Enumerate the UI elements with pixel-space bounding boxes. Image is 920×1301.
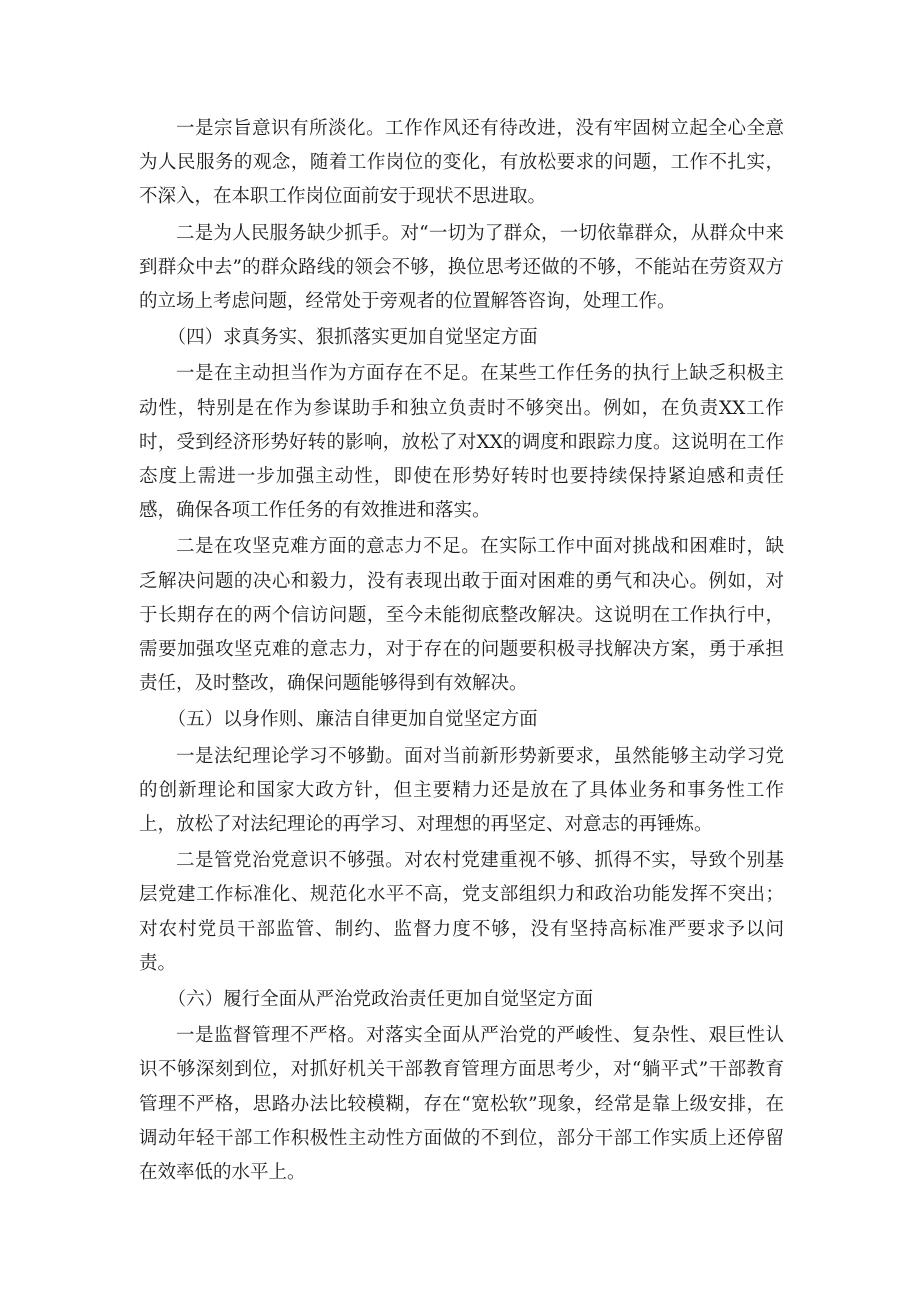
paragraph-party-management: 二是管党治党意识不够强。对农村党建重视不够、抓得不实，导致个别基层党建工作标准化、规范化水平不高，党支部组织力和政治功能发挥不突出；对农村党员干部监管、制约、监督力度不够，没有坚持高标准严要求予以问责。 bbox=[139, 850, 784, 974]
section-heading-5: （五）以身作则、廉洁自律更加自觉坚定方面 bbox=[167, 709, 538, 731]
document-body bbox=[139, 112, 784, 1192]
paragraph-initiative: 一是在主动担当作为方面存在不足。在某些工作任务的执行上缺乏积极主动性，特别是在作为参谋助手和独立负责时不够突出。例如，在负责XX工作时，受到经济形势好转的影响，放松了对XX的调度和跟踪力度。这说明在工作态度上需进一步加强主动性，即使在形势好转时也要持续保持紧迫感和责任感，确保各项工作任务的有效推进和落实。 bbox=[139, 363, 784, 522]
paragraph-legal-study: 一是法纪理论学习不够勤。面对当前新形势新要求，虽然能够主动学习党的创新理论和国家大政方针，但主要精力还是放在了具体业务和事务性工作上，放松了对法纪理论的再学习、对理想的再坚定、对意志的再锤炼。 bbox=[139, 745, 784, 836]
paragraph-supervision: 一是监督管理不严格。对落实全面从严治党的严峻性、复杂性、艰巨性认识不够深刻到位，对抓好机关干部教育管理方面思考少，对“躺平式”干部教育管理不严格，思路办法比较模糊，存在“宽松软”现象，经常是靠上级安排，在调动年轻干部工作积极性主动性方面做的不到位，部分干部工作实质上还停留在效率低的水平上。 bbox=[139, 1025, 784, 1184]
paragraph-serving-people: 二是为人民服务缺少抓手。对“一切为了群众，一切依靠群众，从群众中来到群众中去”的群众路线的领会不够，换位思考还做的不够，不能站在劳资双方的立场上考虑问题，经常处于旁观者的位置解答咨询，处理工作。 bbox=[139, 222, 784, 313]
paragraph-purpose-awareness: 一是宗旨意识有所淡化。工作作风还有待改进，没有牢固树立起全心全意为人民服务的观念，随着工作岗位的变化，有放松要求的问题，工作不扎实，不深入，在本职工作岗位面前安于现状不思进取。 bbox=[139, 118, 784, 208]
paragraph-willpower: 二是在攻坚克难方面的意志力不足。在实际工作中面对挑战和困难时，缺乏解决问题的决心和毅力，没有表现出敢于面对困难的勇气和决心。例如，对于长期存在的两个信访问题，至今未能彻底整改解决。这说明在工作执行中，需要加强攻坚克难的意志力，对于存在的问题要积极寻找解决方案，勇于承担责任，及时整改，确保问题能够得到有效解决。 bbox=[139, 536, 784, 695]
section-heading-6: （六）履行全面从严治党政治责任更加自觉坚定方面 bbox=[167, 989, 594, 1011]
section-heading-4: （四）求真务实、狠抓落实更加自觉坚定方面 bbox=[167, 327, 538, 349]
